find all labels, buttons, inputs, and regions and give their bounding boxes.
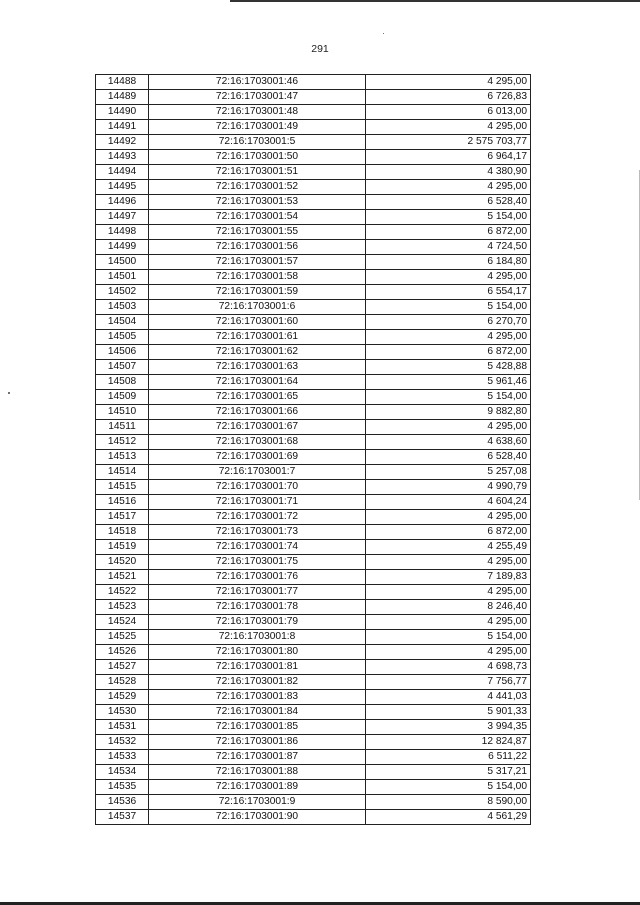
cadastral-number-cell: 72:16:1703001:67	[149, 420, 366, 435]
table-row	[96, 690, 531, 705]
cadastral-value-cell: 6 726,83	[366, 90, 531, 105]
cadastral-number-cell: 72:16:1703001:81	[149, 660, 366, 675]
cadastral-number-cell: 72:16:1703001:85	[149, 720, 366, 735]
row-number-cell: 14529	[96, 690, 149, 705]
cadastral-value-cell: 6 528,40	[366, 195, 531, 210]
cadastral-value-cell: 4 724,50	[366, 240, 531, 255]
table-row	[96, 165, 531, 180]
table-row	[96, 330, 531, 345]
cadastral-value-cell: 5 154,00	[366, 780, 531, 795]
cadastral-value-cell: 4 295,00	[366, 180, 531, 195]
table-row	[96, 750, 531, 765]
scan-edge-top	[230, 0, 640, 2]
row-number-cell: 14519	[96, 540, 149, 555]
row-number-cell: 14497	[96, 210, 149, 225]
cadastral-value-cell: 4 295,00	[366, 75, 531, 90]
cadastral-number-cell: 72:16:1703001:8	[149, 630, 366, 645]
row-number-cell: 14526	[96, 645, 149, 660]
row-number-cell: 14533	[96, 750, 149, 765]
cadastral-number-cell: 72:16:1703001:68	[149, 435, 366, 450]
row-number-cell: 14515	[96, 480, 149, 495]
cadastral-value-cell: 6 184,80	[366, 255, 531, 270]
row-number-cell: 14506	[96, 345, 149, 360]
table-row	[96, 675, 531, 690]
table-row	[96, 345, 531, 360]
row-number-cell: 14528	[96, 675, 149, 690]
row-number-cell: 14498	[96, 225, 149, 240]
row-number-cell: 14503	[96, 300, 149, 315]
row-number-cell: 14494	[96, 165, 149, 180]
cadastral-value-cell: 4 255,49	[366, 540, 531, 555]
cadastral-number-cell: 72:16:1703001:5	[149, 135, 366, 150]
table-row	[96, 480, 531, 495]
row-number-cell: 14527	[96, 660, 149, 675]
cadastral-value-cell: 6 964,17	[366, 150, 531, 165]
cadastral-number-cell: 72:16:1703001:90	[149, 810, 366, 825]
cadastral-value-cell: 8 590,00	[366, 795, 531, 810]
cadastral-value-cell: 4 604,24	[366, 495, 531, 510]
cadastral-number-cell: 72:16:1703001:54	[149, 210, 366, 225]
cadastral-number-cell: 72:16:1703001:63	[149, 360, 366, 375]
table-row	[96, 720, 531, 735]
cadastral-value-cell: 4 561,29	[366, 810, 531, 825]
table-row	[96, 255, 531, 270]
row-number-cell: 14521	[96, 570, 149, 585]
cadastral-number-cell: 72:16:1703001:82	[149, 675, 366, 690]
cadastral-number-cell: 72:16:1703001:57	[149, 255, 366, 270]
row-number-cell: 14530	[96, 705, 149, 720]
row-number-cell: 14524	[96, 615, 149, 630]
row-number-cell: 14513	[96, 450, 149, 465]
cadastral-value-cell: 4 698,73	[366, 660, 531, 675]
cadastral-value-cell: 2 575 703,77	[366, 135, 531, 150]
row-number-cell: 14500	[96, 255, 149, 270]
cadastral-value-cell: 5 154,00	[366, 300, 531, 315]
cadastral-value-cell: 4 380,90	[366, 165, 531, 180]
cadastral-value-cell: 7 756,77	[366, 675, 531, 690]
table-row	[96, 420, 531, 435]
cadastral-value-cell: 6 554,17	[366, 285, 531, 300]
cadastral-number-cell: 72:16:1703001:79	[149, 615, 366, 630]
table-row	[96, 705, 531, 720]
cadastral-value-cell: 5 154,00	[366, 630, 531, 645]
row-number-cell: 14535	[96, 780, 149, 795]
row-number-cell: 14523	[96, 600, 149, 615]
cadastral-number-cell: 72:16:1703001:83	[149, 690, 366, 705]
cadastral-value-cell: 6 511,22	[366, 750, 531, 765]
cadastral-value-cell: 4 295,00	[366, 555, 531, 570]
table-row	[96, 375, 531, 390]
table-row	[96, 405, 531, 420]
table-row	[96, 495, 531, 510]
row-number-cell: 14491	[96, 120, 149, 135]
cadastral-value-cell: 6 872,00	[366, 345, 531, 360]
row-number-cell: 14518	[96, 525, 149, 540]
row-number-cell: 14510	[96, 405, 149, 420]
cadastral-value-cell: 12 824,87	[366, 735, 531, 750]
row-number-cell: 14514	[96, 465, 149, 480]
row-number-cell: 14520	[96, 555, 149, 570]
cadastral-number-cell: 72:16:1703001:62	[149, 345, 366, 360]
row-number-cell: 14531	[96, 720, 149, 735]
cadastral-value-cell: 4 295,00	[366, 420, 531, 435]
row-number-cell: 14536	[96, 795, 149, 810]
cadastral-value-cell: 4 638,60	[366, 435, 531, 450]
cadastral-number-cell: 72:16:1703001:9	[149, 795, 366, 810]
cadastral-value-cell: 5 257,08	[366, 465, 531, 480]
table-row	[96, 225, 531, 240]
cadastral-value-cell: 7 189,83	[366, 570, 531, 585]
cadastral-value-cell: 4 441,03	[366, 690, 531, 705]
cadastral-value-cell: 6 013,00	[366, 105, 531, 120]
row-number-cell: 14490	[96, 105, 149, 120]
cadastral-value-cell: 6 528,40	[366, 450, 531, 465]
row-number-cell: 14511	[96, 420, 149, 435]
cadastral-value-table	[95, 74, 531, 825]
row-number-cell: 14522	[96, 585, 149, 600]
cadastral-number-cell: 72:16:1703001:80	[149, 645, 366, 660]
cadastral-number-cell: 72:16:1703001:88	[149, 765, 366, 780]
cadastral-value-cell: 4 295,00	[366, 510, 531, 525]
cadastral-number-cell: 72:16:1703001:66	[149, 405, 366, 420]
cadastral-number-cell: 72:16:1703001:50	[149, 150, 366, 165]
table-row	[96, 135, 531, 150]
table-row	[96, 75, 531, 90]
cadastral-number-cell: 72:16:1703001:75	[149, 555, 366, 570]
cadastral-number-cell: 72:16:1703001:78	[149, 600, 366, 615]
table-body	[96, 75, 531, 825]
table-row	[96, 630, 531, 645]
cadastral-value-cell: 6 872,00	[366, 525, 531, 540]
cadastral-number-cell: 72:16:1703001:52	[149, 180, 366, 195]
cadastral-number-cell: 72:16:1703001:49	[149, 120, 366, 135]
row-number-cell: 14516	[96, 495, 149, 510]
cadastral-number-cell: 72:16:1703001:53	[149, 195, 366, 210]
cadastral-number-cell: 72:16:1703001:46	[149, 75, 366, 90]
table-row	[96, 195, 531, 210]
row-number-cell: 14517	[96, 510, 149, 525]
row-number-cell: 14489	[96, 90, 149, 105]
cadastral-value-cell: 6 872,00	[366, 225, 531, 240]
cadastral-number-cell: 72:16:1703001:72	[149, 510, 366, 525]
cadastral-number-cell: 72:16:1703001:77	[149, 585, 366, 600]
cadastral-number-cell: 72:16:1703001:47	[149, 90, 366, 105]
table-row	[96, 150, 531, 165]
cadastral-value-cell: 9 882,80	[366, 405, 531, 420]
table-row	[96, 810, 531, 825]
table-row	[96, 285, 531, 300]
cadastral-number-cell: 72:16:1703001:61	[149, 330, 366, 345]
cadastral-number-cell: 72:16:1703001:84	[149, 705, 366, 720]
cadastral-value-cell: 3 994,35	[366, 720, 531, 735]
cadastral-value-cell: 5 961,46	[366, 375, 531, 390]
table-row	[96, 90, 531, 105]
row-number-cell: 14532	[96, 735, 149, 750]
row-number-cell: 14488	[96, 75, 149, 90]
cadastral-number-cell: 72:16:1703001:87	[149, 750, 366, 765]
row-number-cell: 14507	[96, 360, 149, 375]
cadastral-value-cell: 5 154,00	[366, 210, 531, 225]
cadastral-number-cell: 72:16:1703001:89	[149, 780, 366, 795]
cadastral-number-cell: 72:16:1703001:70	[149, 480, 366, 495]
table-row	[96, 240, 531, 255]
row-number-cell: 14495	[96, 180, 149, 195]
scan-speck	[8, 392, 10, 394]
row-number-cell: 14534	[96, 765, 149, 780]
table-row	[96, 780, 531, 795]
table-row	[96, 390, 531, 405]
cadastral-number-cell: 72:16:1703001:7	[149, 465, 366, 480]
cadastral-value-cell: 4 295,00	[366, 615, 531, 630]
table-row	[96, 105, 531, 120]
cadastral-value-cell: 4 990,79	[366, 480, 531, 495]
table-row	[96, 660, 531, 675]
cadastral-value-cell: 5 317,21	[366, 765, 531, 780]
table-row	[96, 435, 531, 450]
table-row	[96, 525, 531, 540]
cadastral-number-cell: 72:16:1703001:65	[149, 390, 366, 405]
table-row	[96, 585, 531, 600]
cadastral-number-cell: 72:16:1703001:59	[149, 285, 366, 300]
cadastral-number-cell: 72:16:1703001:48	[149, 105, 366, 120]
table-row	[96, 540, 531, 555]
table-row	[96, 465, 531, 480]
table-row	[96, 645, 531, 660]
cadastral-value-cell: 5 901,33	[366, 705, 531, 720]
table-row	[96, 510, 531, 525]
scan-speck	[383, 33, 384, 34]
table-row	[96, 795, 531, 810]
table-row	[96, 300, 531, 315]
row-number-cell: 14501	[96, 270, 149, 285]
cadastral-number-cell: 72:16:1703001:55	[149, 225, 366, 240]
row-number-cell: 14512	[96, 435, 149, 450]
cadastral-number-cell: 72:16:1703001:64	[149, 375, 366, 390]
row-number-cell: 14492	[96, 135, 149, 150]
table-row	[96, 210, 531, 225]
row-number-cell: 14509	[96, 390, 149, 405]
cadastral-number-cell: 72:16:1703001:74	[149, 540, 366, 555]
cadastral-value-cell: 5 428,88	[366, 360, 531, 375]
cadastral-value-cell: 4 295,00	[366, 645, 531, 660]
cadastral-number-cell: 72:16:1703001:6	[149, 300, 366, 315]
row-number-cell: 14508	[96, 375, 149, 390]
row-number-cell: 14537	[96, 810, 149, 825]
cadastral-number-cell: 72:16:1703001:60	[149, 315, 366, 330]
table-row	[96, 600, 531, 615]
cadastral-number-cell: 72:16:1703001:69	[149, 450, 366, 465]
cadastral-value-cell: 4 295,00	[366, 270, 531, 285]
cadastral-number-cell: 72:16:1703001:86	[149, 735, 366, 750]
cadastral-value-cell: 4 295,00	[366, 330, 531, 345]
row-number-cell: 14504	[96, 315, 149, 330]
cadastral-value-cell: 6 270,70	[366, 315, 531, 330]
cadastral-value-cell: 5 154,00	[366, 390, 531, 405]
table-row	[96, 360, 531, 375]
cadastral-number-cell: 72:16:1703001:73	[149, 525, 366, 540]
cadastral-number-cell: 72:16:1703001:76	[149, 570, 366, 585]
cadastral-number-cell: 72:16:1703001:71	[149, 495, 366, 510]
cadastral-value-cell: 8 246,40	[366, 600, 531, 615]
table-row	[96, 270, 531, 285]
cadastral-number-cell: 72:16:1703001:58	[149, 270, 366, 285]
cadastral-number-cell: 72:16:1703001:51	[149, 165, 366, 180]
table-row	[96, 180, 531, 195]
row-number-cell: 14502	[96, 285, 149, 300]
table-row	[96, 555, 531, 570]
table-row	[96, 765, 531, 780]
page-number: 291	[311, 43, 329, 55]
row-number-cell: 14505	[96, 330, 149, 345]
cadastral-value-cell: 4 295,00	[366, 120, 531, 135]
table-row	[96, 615, 531, 630]
table-row	[96, 450, 531, 465]
row-number-cell: 14499	[96, 240, 149, 255]
cadastral-value-cell: 4 295,00	[366, 585, 531, 600]
table-row	[96, 570, 531, 585]
cadastral-number-cell: 72:16:1703001:56	[149, 240, 366, 255]
table-row	[96, 735, 531, 750]
table-row	[96, 120, 531, 135]
table-row	[96, 315, 531, 330]
row-number-cell: 14525	[96, 630, 149, 645]
row-number-cell: 14496	[96, 195, 149, 210]
row-number-cell: 14493	[96, 150, 149, 165]
